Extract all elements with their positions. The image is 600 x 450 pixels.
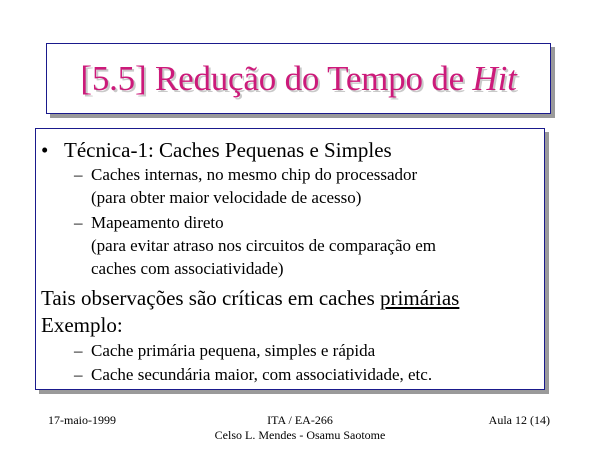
sub-item-caches-internas-note: (para obter maior velocidade de acesso) (91, 188, 362, 207)
content-box (35, 128, 545, 390)
footer-date: 17-maio-1999 (48, 413, 116, 427)
dash-icon: – (74, 365, 83, 384)
example-heading: Exemplo: (41, 313, 123, 337)
slide-title (80, 59, 516, 99)
sub-item-mapeamento-note-1: (para evitar atraso nos circuitos de comparação em (91, 236, 437, 255)
footer-authors: Celso L. Mendes - Osamu Saotome (214, 428, 386, 442)
observation-text: Tais observações são críticas em caches (41, 286, 381, 310)
title-box (46, 43, 551, 114)
bullet-icon: • (41, 138, 49, 162)
observation-underlined: primárias (380, 286, 460, 310)
footer-lecture: Aula 12 (14) (488, 413, 550, 427)
sub-item-caches-internas: Caches internas, no mesmo chip do processador (91, 165, 418, 184)
technique-heading: Técnica-1: Caches Pequenas e Simples (64, 138, 392, 162)
example-item-1: Cache primária pequena, simples e rápida (91, 341, 376, 360)
dash-icon: – (74, 213, 83, 232)
observation-line (41, 286, 459, 311)
example-item-2: Cache secundária maior, com associatividade, etc. (91, 365, 433, 384)
dash-icon: – (74, 165, 83, 184)
sub-item-mapeamento: Mapeamento direto (91, 213, 224, 232)
slide-title-text: [5.5] Redução do Tempo de (80, 58, 473, 98)
dash-icon: – (74, 341, 83, 360)
sub-item-mapeamento-note-2: caches com associatividade) (91, 259, 284, 278)
footer-course: ITA / EA-266 (267, 413, 333, 427)
slide-title-italic: Hit (472, 58, 517, 98)
